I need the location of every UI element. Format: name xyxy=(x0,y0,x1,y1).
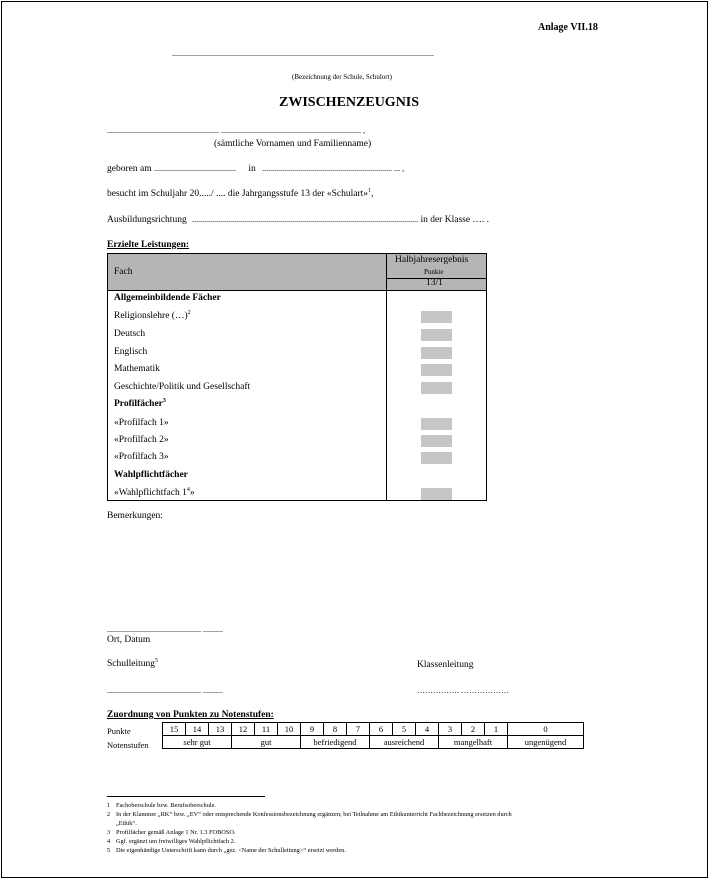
col-points-header: Punkte xyxy=(424,268,444,276)
grades-row xyxy=(163,736,584,749)
grade-cell: sehr gut xyxy=(163,736,232,749)
group-profile: Profilfächer$^3$ xyxy=(114,398,166,409)
subject-row: Religionslehre (…)$^2$ xyxy=(114,310,191,321)
points-cell: 11 xyxy=(255,723,278,736)
col-subject-header: Fach xyxy=(114,267,133,277)
points-cell: 4 xyxy=(416,723,439,736)
annex-label: Anlage VII.18 xyxy=(538,22,598,33)
subject-row: «Profilfach 1» xyxy=(114,418,169,428)
footnote: 3 Profilfächer gemäß Anlage 1 Nr. 1.3 FOBOSO. xyxy=(107,829,236,836)
points-cell: 14 xyxy=(186,723,209,736)
grading-heading: Zuordnung von Punkten zu Notenstufen: xyxy=(107,710,274,720)
points-field[interactable] xyxy=(421,488,452,500)
points-cell: 2 xyxy=(462,723,485,736)
points-cell: 13 xyxy=(209,723,232,736)
points-cell: 7 xyxy=(347,723,370,736)
born-in-label: in xyxy=(248,164,256,174)
footnote: „Ethik“. xyxy=(116,820,137,827)
points-cell: 5 xyxy=(393,723,416,736)
school-caption: (Bezeichnung der Schule, Schulort) xyxy=(292,73,392,81)
points-cell: 12 xyxy=(232,723,255,736)
points-cell: 8 xyxy=(324,723,347,736)
grading-table xyxy=(162,722,584,749)
performance-heading: Erzielte Leistungen: xyxy=(107,240,190,250)
group-elective: Wahlpflichtfächer xyxy=(114,470,188,480)
subject-row: Englisch xyxy=(114,347,148,357)
attended-end: , xyxy=(371,189,374,199)
subject-row: «Profilfach 3» xyxy=(114,452,169,462)
place-date-label: Ort, Datum xyxy=(107,635,151,645)
points-field[interactable] xyxy=(421,311,452,323)
grade-cell: ausreichend xyxy=(370,736,439,749)
points-field[interactable] xyxy=(421,435,452,447)
head-signature-dots: ............................................... .......... xyxy=(107,686,223,695)
name-line: ........................................................ ...................................................................... , xyxy=(107,126,365,135)
subject-row: Deutsch xyxy=(114,329,146,339)
col-result-header: Halbjahresergebnis xyxy=(395,255,469,265)
grade-cell: befriedigend xyxy=(301,736,370,749)
points-cell: 6 xyxy=(370,723,393,736)
subject-row: «Profilfach 2» xyxy=(114,435,169,445)
grade-cell: ungenügend xyxy=(508,736,584,749)
points-field[interactable] xyxy=(421,347,452,359)
header-divider-2 xyxy=(387,290,486,291)
points-row-label: Punkte xyxy=(107,726,131,736)
name-caption: (sämtliche Vornamen und Familienname) xyxy=(214,139,372,149)
grades-row-label: Notenstufen xyxy=(107,740,149,750)
footnote-ref-1: 1 xyxy=(368,188,372,194)
head-label: Schulleitung$^5$ xyxy=(107,658,159,669)
points-field[interactable] xyxy=(421,382,452,394)
points-cell: 1 xyxy=(485,723,508,736)
school-line: ................................................................................................................................... xyxy=(172,49,434,58)
born-label: geboren am xyxy=(107,164,152,174)
performance-table xyxy=(107,253,487,501)
class-label: in der Klasse …. . xyxy=(420,215,490,225)
direction-label: Ausbildungsrichtung xyxy=(107,215,187,225)
subject-row: «Wahlpflichtfach $1^4$» xyxy=(114,487,195,498)
col-term-header: 13/1 xyxy=(426,278,443,288)
direction-dots: ................................................................................................................. xyxy=(192,215,419,224)
born-date-dots: ......................................... xyxy=(153,164,236,173)
born-row xyxy=(107,164,404,174)
points-cell: 15 xyxy=(163,723,186,736)
class-teacher-label: Klassenleitung xyxy=(417,660,474,670)
born-place-dots: ................................................................. ... , xyxy=(262,164,405,173)
points-field[interactable] xyxy=(421,418,452,430)
document-title: ZWISCHENZEUGNIS xyxy=(279,95,420,110)
grade-cell: mangelhaft xyxy=(439,736,508,749)
points-field[interactable] xyxy=(421,329,452,341)
points-cell: 3 xyxy=(439,723,462,736)
attended-row xyxy=(107,189,373,199)
footnote: 5 Die eigenhändige Unterschrift kann durch „gez. <Name der Schulleitung>“ ersetzt werden. xyxy=(107,847,346,854)
subject-row: Mathematik xyxy=(114,364,160,374)
class-signature-dots: ……………. ……………… xyxy=(417,686,509,695)
points-field[interactable] xyxy=(421,364,452,376)
direction-row xyxy=(107,215,489,225)
footnote: 4 Ggf. ergänzt um freiwilliges Wahlpflichtfach 2. xyxy=(107,838,236,845)
points-row xyxy=(163,723,584,736)
points-cell: 10 xyxy=(278,723,301,736)
grade-cell: gut xyxy=(232,736,301,749)
footnote: 2 In der Klammer „RK“ bzw. „EV“ oder entsprechende Konfessionsbezeichnung ergänzen; bei Teilnahme am Ethikunterricht Fachbezeichnung ersetzen durch xyxy=(107,811,512,818)
attended-text: besucht im Schuljahr 20...../ .... die Jahrgangsstufe 13 der «Schulart» xyxy=(107,189,369,199)
place-date-dots: ............................................... .......... xyxy=(107,625,223,634)
remarks-label: Bemerkungen: xyxy=(107,511,163,521)
points-cell: 0 xyxy=(508,723,584,736)
footnote-separator xyxy=(107,796,265,797)
points-cell: 9 xyxy=(301,723,324,736)
points-field[interactable] xyxy=(421,452,452,464)
group-general: Allgemeinbildende Fächer xyxy=(114,293,221,303)
subject-row: Geschichte/Politik und Gesellschaft xyxy=(114,382,251,392)
footnote: 1 Fachoberschule bzw. Berufsoberschule. xyxy=(107,802,216,809)
